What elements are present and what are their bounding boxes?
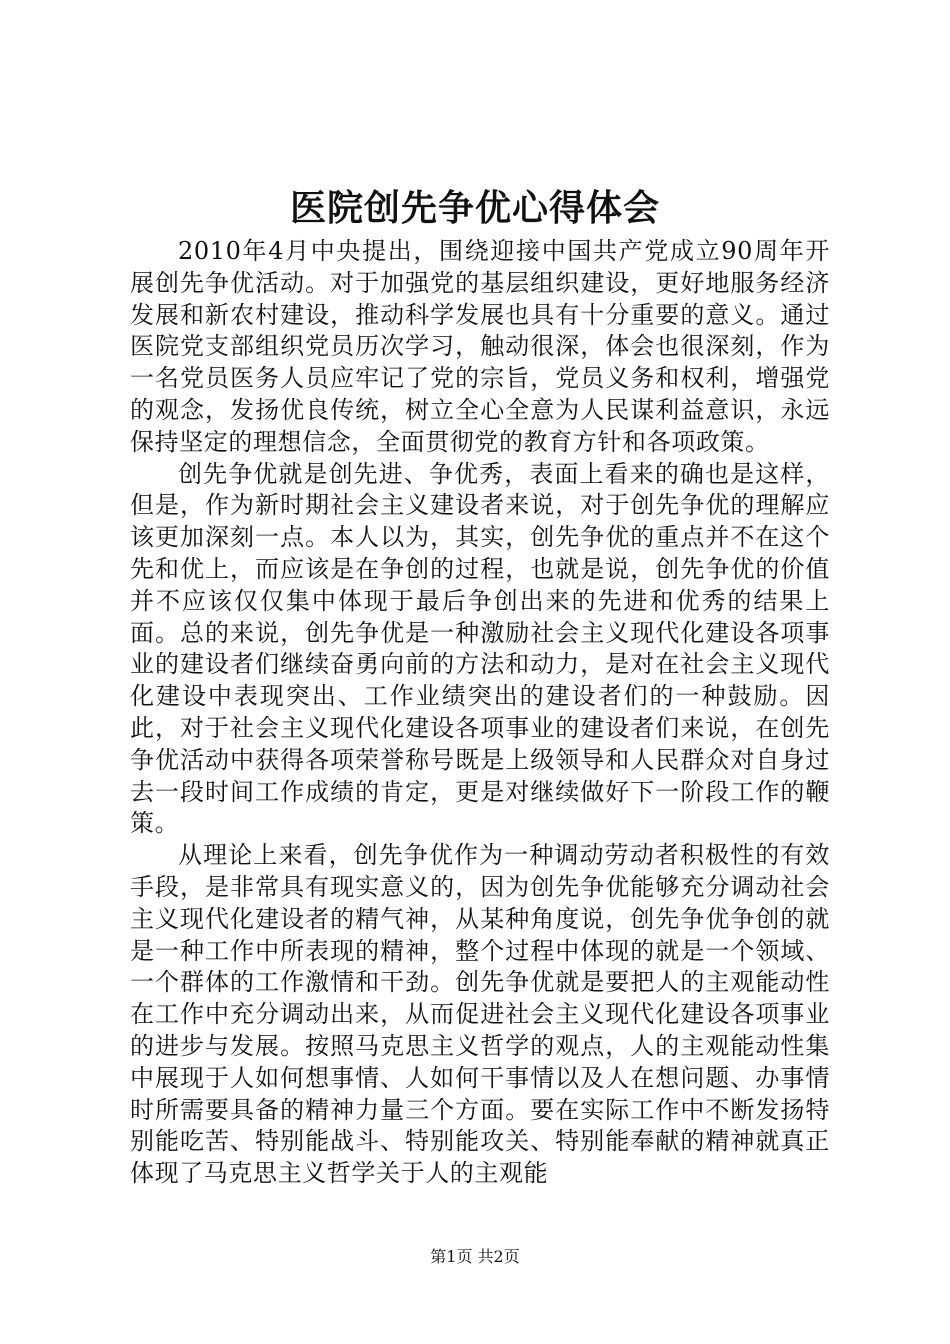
paragraph-1: 2010年4月中央提出，围绕迎接中国共产党成立90周年开展创先争优活动。对于加强党的基层组织建设，更好地服务经济发展和新农村建设，推动科学发展也具有十分重要的意义。通过医院党支部组织党员历次学习，触动很深，体会也很深刻，作为一名党员医务人员应牢记了党的宗旨，党员义务和权利，增强党的观念，发扬优良传统，树立全心全意为人民谋利益意识，永远保持坚定的理想信念，全面贯彻党的教育方针和各项政策。 xyxy=(130,237,830,456)
document-title: 医院创先争优心得体会 xyxy=(289,187,660,229)
paragraph-3: 从理论上来看，创先争优作为一种调动劳动者积极性的有效手段，是非常具有现实意义的，因为创先争优能够充分调动社会主义现代化建设者的精气神，从某种角度说，创先争优争创的就是一种工作中所表现的精神，整个过程中体现的就是一个领域、一个群体的工作激情和干劲。创先争优就是要把人的主观能动性在工作中充分调动出来，从而促进社会主义现代化建设各项事业的进步与发展。按照马克思主义哲学的观点，人的主观能动性集中展现于人如何想事情、人如何干事情以及人在想问题、办事情时所需要具备的精神力量三个方面。要在实际工作中不断发扬特别能吃苦、特别能战斗、特别能攻关、特别能奉献的精神就真正体现了马克思主义哲学关于人的主观能 xyxy=(130,841,830,1188)
paragraph-2: 创先争优就是创先进、争优秀，表面上看来的确也是这样，但是，作为新时期社会主义建设者来说，对于创先争优的理解应该更加深刻一点。本人以为，其实，创先争优的重点并不在这个先和优上，而应该是在争创的过程，也就是说，创先争优的价值并不应该仅仅集中体现于最后争创出来的先进和优秀的结果上面。总的来说，创先争优是一种激励社会主义现代化建设各项事业的建设者们继续奋勇向前的方法和动力，是对在社会主义现代化建设中表现突出、工作业绩突出的建设者们的一种鼓励。因此，对于社会主义现代化建设各项事业的建设者们来说，在创先争优活动中获得各项荣誉称号既是上级领导和人民群众对自身过去一段时间工作成绩的肯定，更是对继续做好下一阶段工作的鞭策。 xyxy=(130,459,830,838)
document-body xyxy=(130,236,830,1190)
page-footer: 第1页 共2页 xyxy=(430,1247,520,1266)
